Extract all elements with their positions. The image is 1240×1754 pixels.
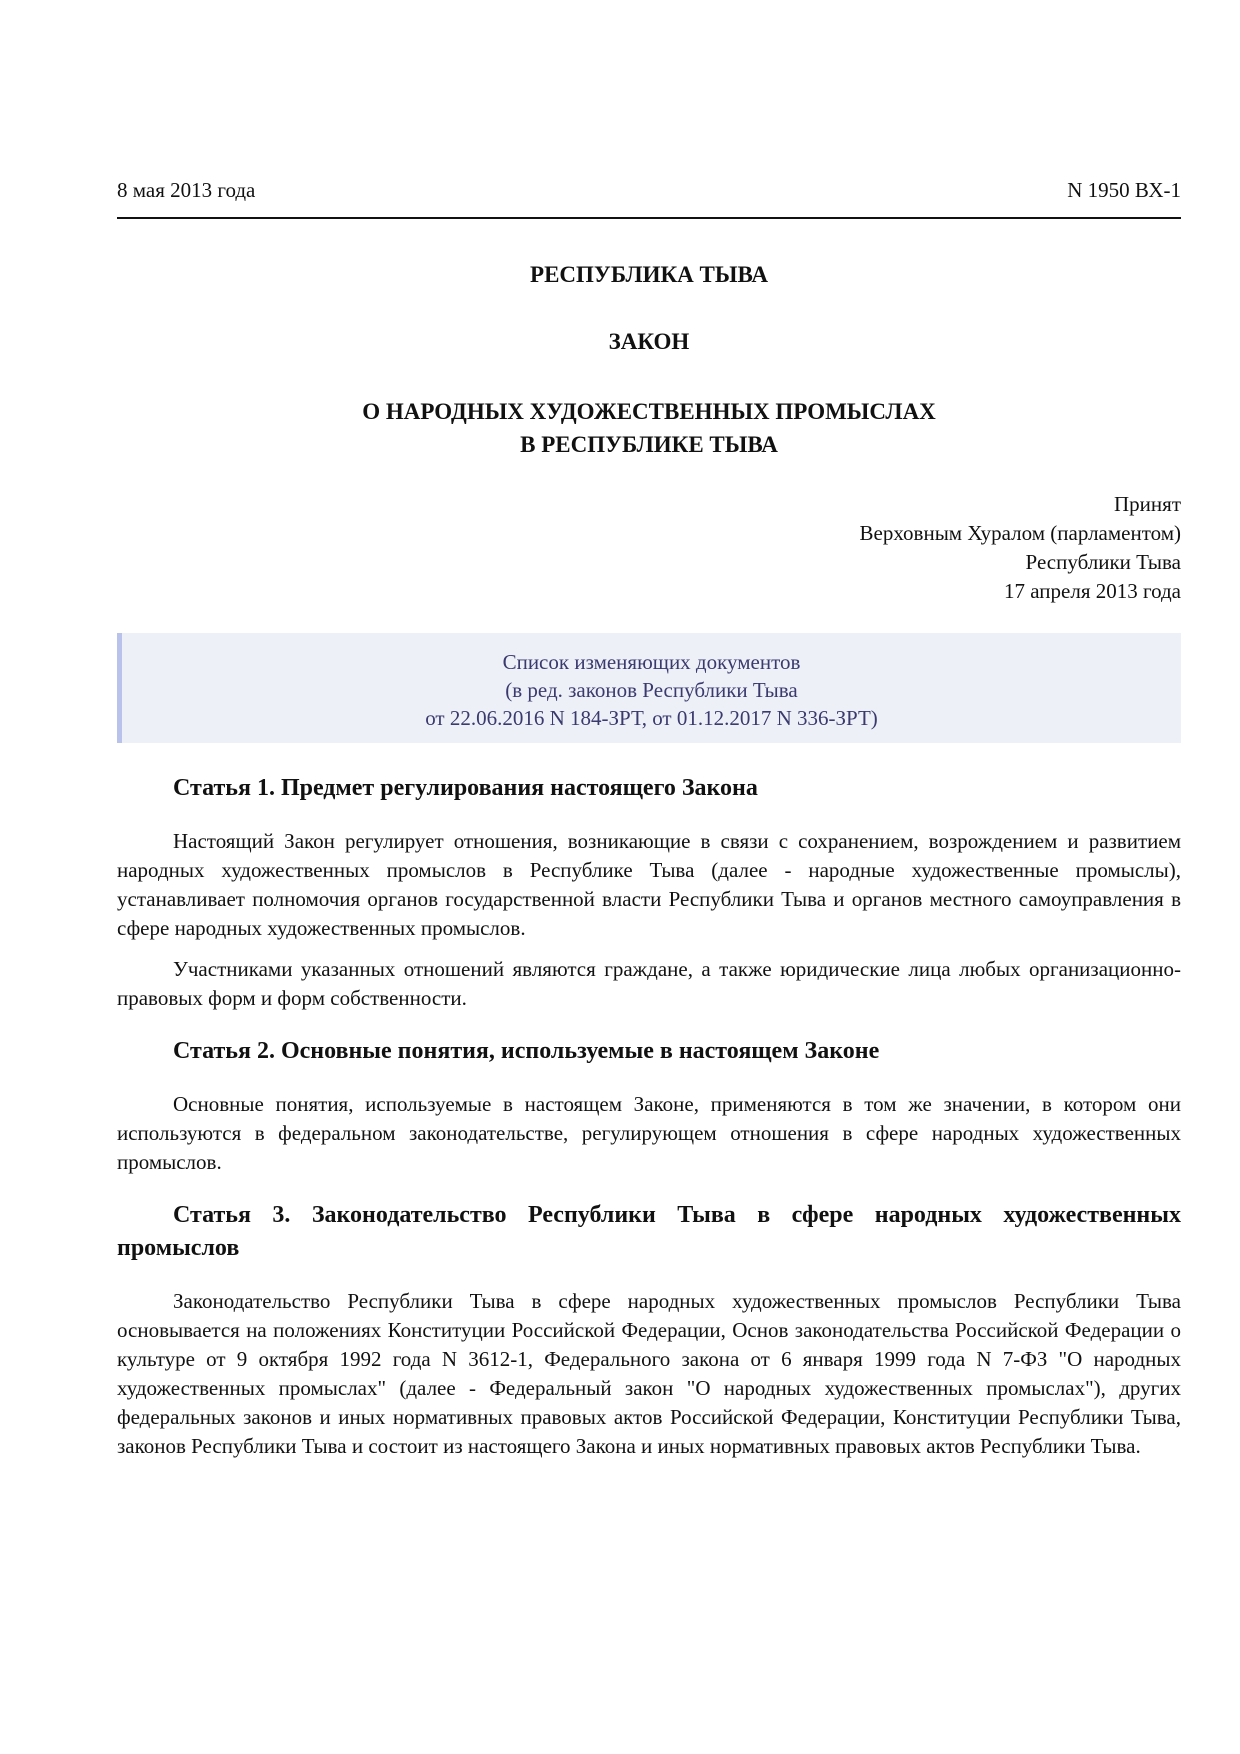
document-body [117, 772, 1181, 1483]
amendments-line: Список изменяющих документов [502, 650, 801, 674]
article-paragraph: Настоящий Закон регулирует отношения, возникающие в связи с сохранением, возрождением и развитием народных художественных промыслов в Республике Тыва (далее - народные художественные промыслы), устанавливает полномочия органов государственной власти Республики Тыва и органов местного самоуправления в сфере народных художественных промыслов. [117, 829, 1181, 940]
adoption-block [860, 490, 1181, 606]
republic-title: РЕСПУБЛИКА ТЫВА [530, 262, 768, 287]
header-number: N 1950 ВХ-1 [1067, 178, 1181, 202]
article-1 [117, 772, 1181, 1013]
article-paragraph: Участниками указанных отношений являются граждане, а также юридические лица любых организационно-правовых форм и форм собственности. [117, 957, 1181, 1010]
amendments-box [117, 633, 1181, 743]
law-title-line: В РЕСПУБЛИКЕ ТЫВА [520, 432, 778, 457]
adoption-line: Принят [1114, 492, 1181, 516]
article-2 [117, 1035, 1181, 1177]
adoption-line: 17 апреля 2013 года [1004, 579, 1181, 603]
amendments-line: от 22.06.2016 N 184-ЗРТ, от 01.12.2017 N 336-ЗРТ) [425, 706, 878, 730]
law-title [117, 395, 1181, 461]
header-divider [117, 217, 1181, 219]
article-paragraph: Основные понятия, используемые в настоящем Законе, применяются в том же значении, в котором они используются в федеральном законодательстве, регулирующем отношения в сфере народных художественных промыслов. [117, 1092, 1181, 1174]
document-header [117, 178, 1181, 203]
article-heading: Статья 3. Законодательство Республики Тыва в сфере народных художественных промыслов [117, 1202, 1181, 1261]
header-date: 8 мая 2013 года [117, 178, 256, 202]
document-type: ЗАКОН [608, 329, 690, 354]
article-heading: Статья 1. Предмет регулирования настоящего Закона [173, 775, 758, 801]
adoption-line: Республики Тыва [1025, 550, 1181, 574]
article-paragraph: Законодательство Республики Тыва в сфере народных художественных промыслов Республики Тыва основывается на положениях Конституции Российской Федерации, Основ законодательства Российской Федерации о культуре от 9 октября 1992 года N 3612-1, Федерального закона от 6 января 1999 года N 7-ФЗ "О народных художественных промыслах" (далее - Федеральный закон "О народных художественных промыслах"), других федеральных законов и иных нормативных правовых актов Российской Федерации, Конституции Республики Тыва, законов Республики Тыва и состоит из настоящего Закона и иных нормативных правовых актов Республики Тыва. [117, 1289, 1181, 1458]
adoption-line: Верховным Хуралом (парламентом) [859, 521, 1181, 545]
law-title-line: О НАРОДНЫХ ХУДОЖЕСТВЕННЫХ ПРОМЫСЛАХ [362, 399, 936, 424]
article-heading: Статья 2. Основные понятия, используемые в настоящем Законе [173, 1038, 880, 1064]
amendments-line: (в ред. законов Республики Тыва [505, 678, 798, 702]
article-3 [117, 1199, 1181, 1461]
